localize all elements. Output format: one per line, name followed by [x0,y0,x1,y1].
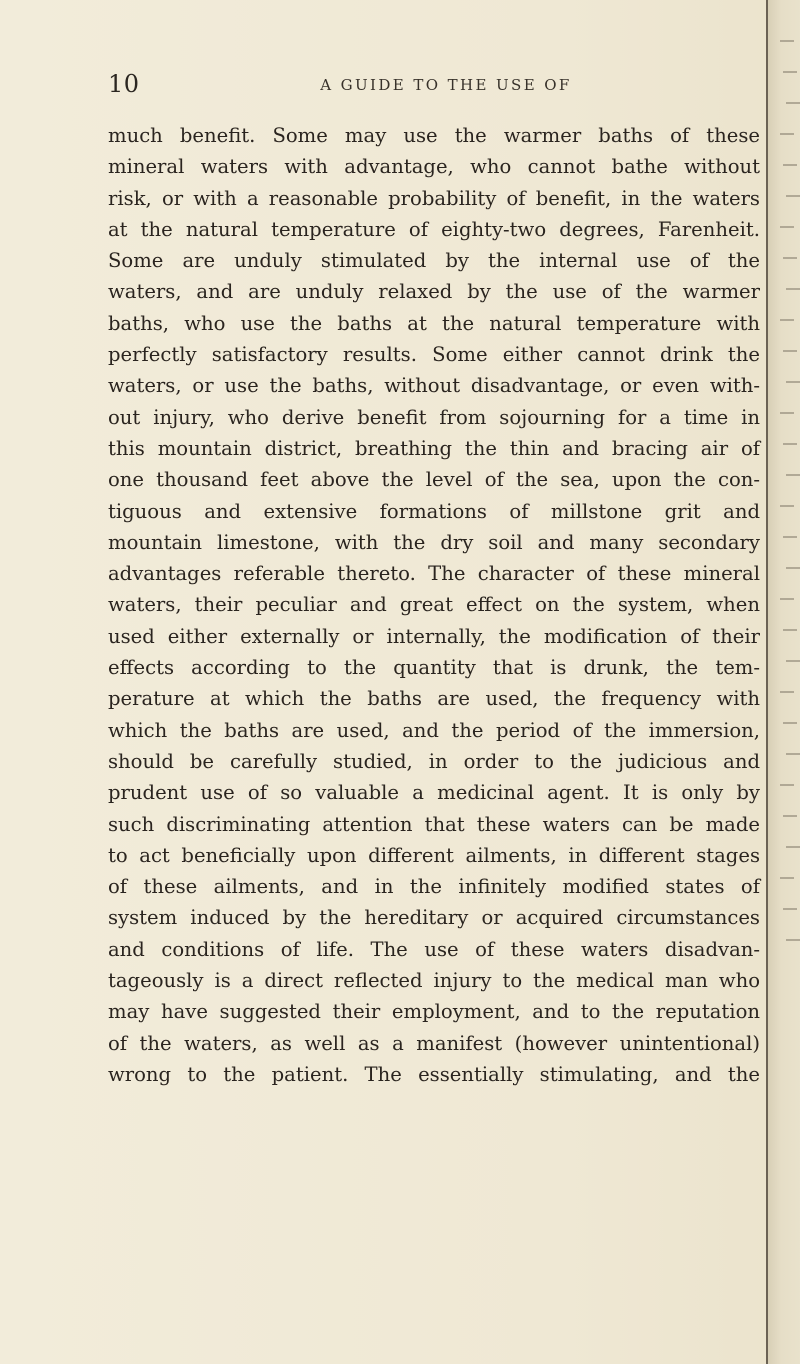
text-line: used either externally or internally, the modification of their [108,624,760,648]
gutter-mark [786,753,800,763]
text-line: system induced by the hereditary or acquired circumstances [108,906,760,930]
gutter-mark [786,102,800,112]
text-line: to act beneficially upon different ailments, in different stages [108,843,760,867]
gutter-mark [780,505,794,515]
gutter-mark [780,412,794,422]
text-line: out injury, who derive benefit from sojourning for a time in [108,405,760,429]
gutter-mark [780,319,794,329]
text-line: may have suggested their employment, and to the reputation [108,1000,760,1024]
text-line: wrong to the patient. The essentially stimulating, and the [108,1062,760,1086]
text-line: advantages referable thereto. The character of these mineral [108,562,760,586]
gutter-mark [786,381,800,391]
gutter-mark [783,257,797,267]
text-line: mountain limestone, with the dry soil and many secondary [108,530,760,554]
gutter-mark [786,474,800,484]
text-line: perature at which the baths are used, the frequency with [108,687,760,711]
text-line: waters, or use the baths, without disadvantage, or even with- [108,374,760,398]
gutter-mark [786,939,800,949]
gutter-mark [783,815,797,825]
text-line: baths, who use the baths at the natural temperature with [108,311,760,335]
gutter-mark [786,288,800,298]
text-line: of these ailments, and in the infinitely modified states of [108,875,760,899]
text-line: at the natural temperature of eighty-two degrees, Farenheit. [108,217,760,241]
text-line: mineral waters with advantage, who cannot bathe without [108,155,760,179]
text-line: effects according to the quantity that is drunk, the tem- [108,656,760,680]
gutter-mark [786,660,800,670]
text-line: Some are unduly stimulated by the internal use of the [108,249,760,273]
gutter-mark [780,226,794,236]
gutter-mark [783,443,797,453]
text-line: waters, their peculiar and great effect on the system, when [108,593,760,617]
page-header [96,70,756,100]
text-line: of the waters, as well as a manifest (however unintentional) [108,1031,760,1055]
text-line: prudent use of so valuable a medicinal agent. It is only by [108,781,760,805]
text-line: which the baths are used, and the period of the immersion, [108,718,760,742]
text-line: one thousand feet above the level of the sea, upon the con- [108,468,760,492]
gutter-mark [780,691,794,701]
gutter-mark [783,629,797,639]
gutter-mark [783,536,797,546]
gutter-mark [786,195,800,205]
gutter-mark [780,598,794,608]
page-gutter [766,0,800,1364]
gutter-mark [780,877,794,887]
text-line: risk, or with a reasonable probability of benefit, in the waters [108,186,760,210]
gutter-mark [783,722,797,732]
gutter-mark [783,164,797,174]
gutter-mark [780,40,794,50]
text-line: such discriminating attention that these waters can be made [108,812,760,836]
text-line: tiguous and extensive formations of millstone grit and [108,499,760,523]
gutter-mark [780,784,794,794]
gutter-mark [786,567,800,577]
text-line: waters, and are unduly relaxed by the use of the warmer [108,280,760,304]
gutter-mark [786,846,800,856]
gutter-mark [783,350,797,360]
text-line: perfectly satisfactory results. Some either cannot drink the [108,343,760,367]
gutter-mark [780,133,794,143]
text-line: tageously is a direct reflected injury to the medical man who [108,969,760,993]
body-text [108,120,760,1260]
running-title: A GUIDE TO THE USE OF [320,76,572,94]
text-line: much benefit. Some may use the warmer baths of these [108,124,760,147]
gutter-mark [783,71,797,81]
text-line: this mountain district, breathing the thin and bracing air of [108,436,760,460]
gutter-mark [783,908,797,918]
page-number: 10 [108,70,140,98]
text-line: and conditions of life. The use of these waters disadvan- [108,937,760,961]
text-line: should be carefully studied, in order to the judicious and [108,749,760,773]
